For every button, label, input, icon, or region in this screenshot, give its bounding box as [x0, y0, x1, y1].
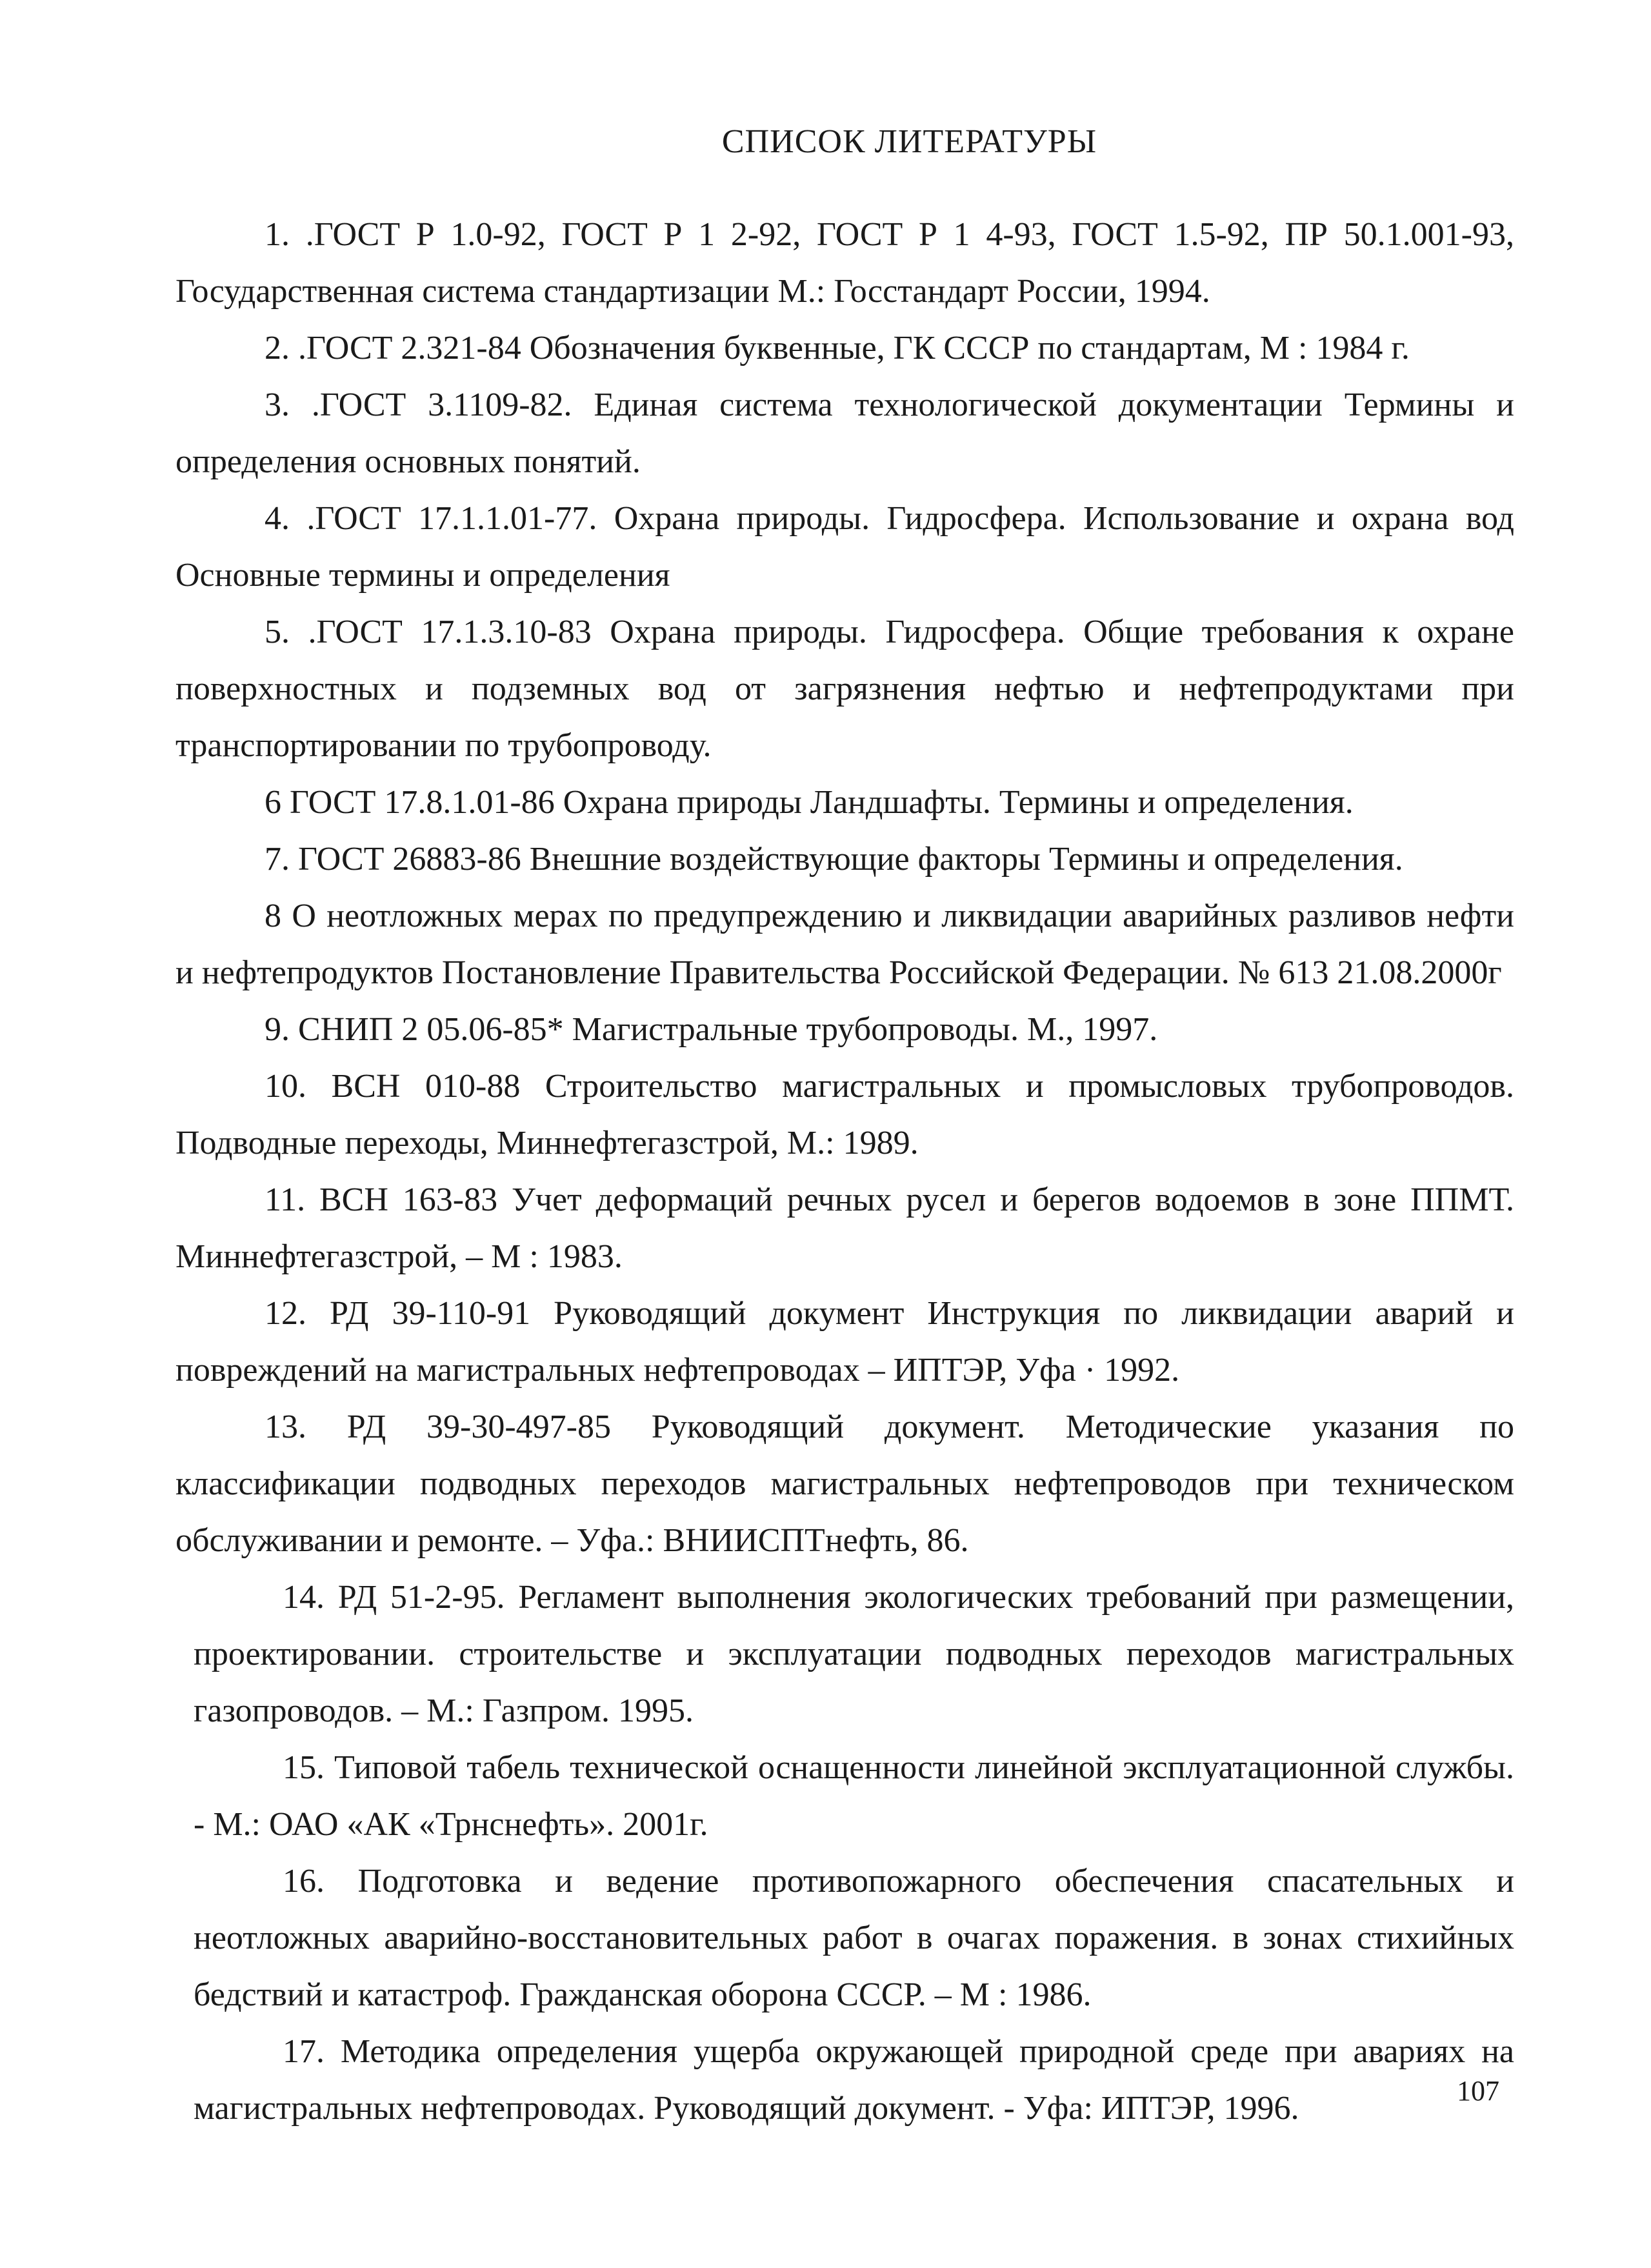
reference-item: 6 ГОСТ 17.8.1.01-86 Охрана природы Ландшафты. Термины и определения. — [265, 784, 1354, 821]
reference-list — [175, 206, 1514, 2137]
reference-item: 5. .ГОСТ 17.1.3.10-83 Охрана природы. Гидросфера. Общие требования к охране поверхностных и подземных вод от загрязнения нефтью и нефтепродуктами при транспортировании по трубопроводу. — [175, 614, 1514, 764]
page-title: СПИСОК ЛИТЕРАТУРЫ — [721, 123, 1097, 160]
reference-item: 1. .ГОСТ Р 1.0-92, ГОСТ Р 1 2-92, ГОСТ Р 1 4-93, ГОСТ 1.5-92, ПР 50.1.001-93, Государственная система стандартизации М.: Госстандарт России, 1994. — [175, 216, 1514, 310]
reference-item: 9. СНИП 2 05.06-85* Магистральные трубопроводы. М., 1997. — [265, 1011, 1158, 1048]
reference-item: 17. Методика определения ущерба окружающей природной среде при авариях на магистральных нефтепроводах. Руководящий документ. - Уфа: ИПТЭР, 1996. — [194, 2033, 1514, 2127]
page-number: 107 — [1457, 2075, 1499, 2107]
reference-item: 3. .ГОСТ 3.1109-82. Единая система технологической документации Термины и определения основных понятий. — [175, 386, 1514, 480]
reference-item: 16. Подготовка и ведение противопожарного обеспечения спасательных и неотложных аварийно-восстановительных работ в очагах поражения. в зонах стихийных бедствий и катастроф. Гражданская оборона СССР. – М : 1986. — [194, 1863, 1514, 2013]
reference-item: 2. .ГОСТ 2.321-84 Обозначения буквенные, ГК СССР по стандартам, М : 1984 г. — [265, 330, 1410, 366]
reference-item: 14. РД 51-2-95. Регламент выполнения экологических требований при размещении, проектировании. строительстве и эксплуатации подводных переходов магистральных газопроводов. – М.: Газпром. 1995. — [194, 1579, 1514, 1729]
reference-item: 4. .ГОСТ 17.1.1.01-77. Охрана природы. Гидросфера. Использование и охрана вод Основные термины и определения — [175, 500, 1514, 594]
reference-item: 15. Типовой табель технической оснащенности линейной эксплуатационной службы. - М.: ОАО «АК «Трнснефть». 2001г. — [194, 1749, 1514, 1843]
reference-item: 12. РД 39-110-91 Руководящий документ Инструкция по ликвидации аварий и повреждений на магистральных нефтепроводах – ИПТЭР, Уфа · 1992. — [175, 1295, 1514, 1389]
reference-item: 7. ГОСТ 26883-86 Внешние воздействующие факторы Термины и определения. — [265, 841, 1403, 878]
reference-item: 11. ВСН 163-83 Учет деформаций речных русел и берегов водоемов в зоне ППМТ. Миннефтегазстрой, – М : 1983. — [175, 1181, 1514, 1275]
reference-item: 10. ВСН 010-88 Строительство магистральных и промысловых трубопроводов. Подводные переходы, Миннефтегазстрой, М.: 1989. — [175, 1068, 1514, 1161]
reference-item: 8 О неотложных мерах по предупреждению и ликвидации аварийных разливов нефти и нефтепродуктов Постановление Правительства Российской Федерации. № 613 21.08.2000г — [175, 898, 1514, 991]
reference-item: 13. РД 39-30-497-85 Руководящий документ. Методические указания по классификации подводных переходов магистральных нефтепроводов при техническом обслуживании и ремонте. – Уфа.: ВНИИСПТнефть, 86. — [175, 1409, 1514, 1559]
